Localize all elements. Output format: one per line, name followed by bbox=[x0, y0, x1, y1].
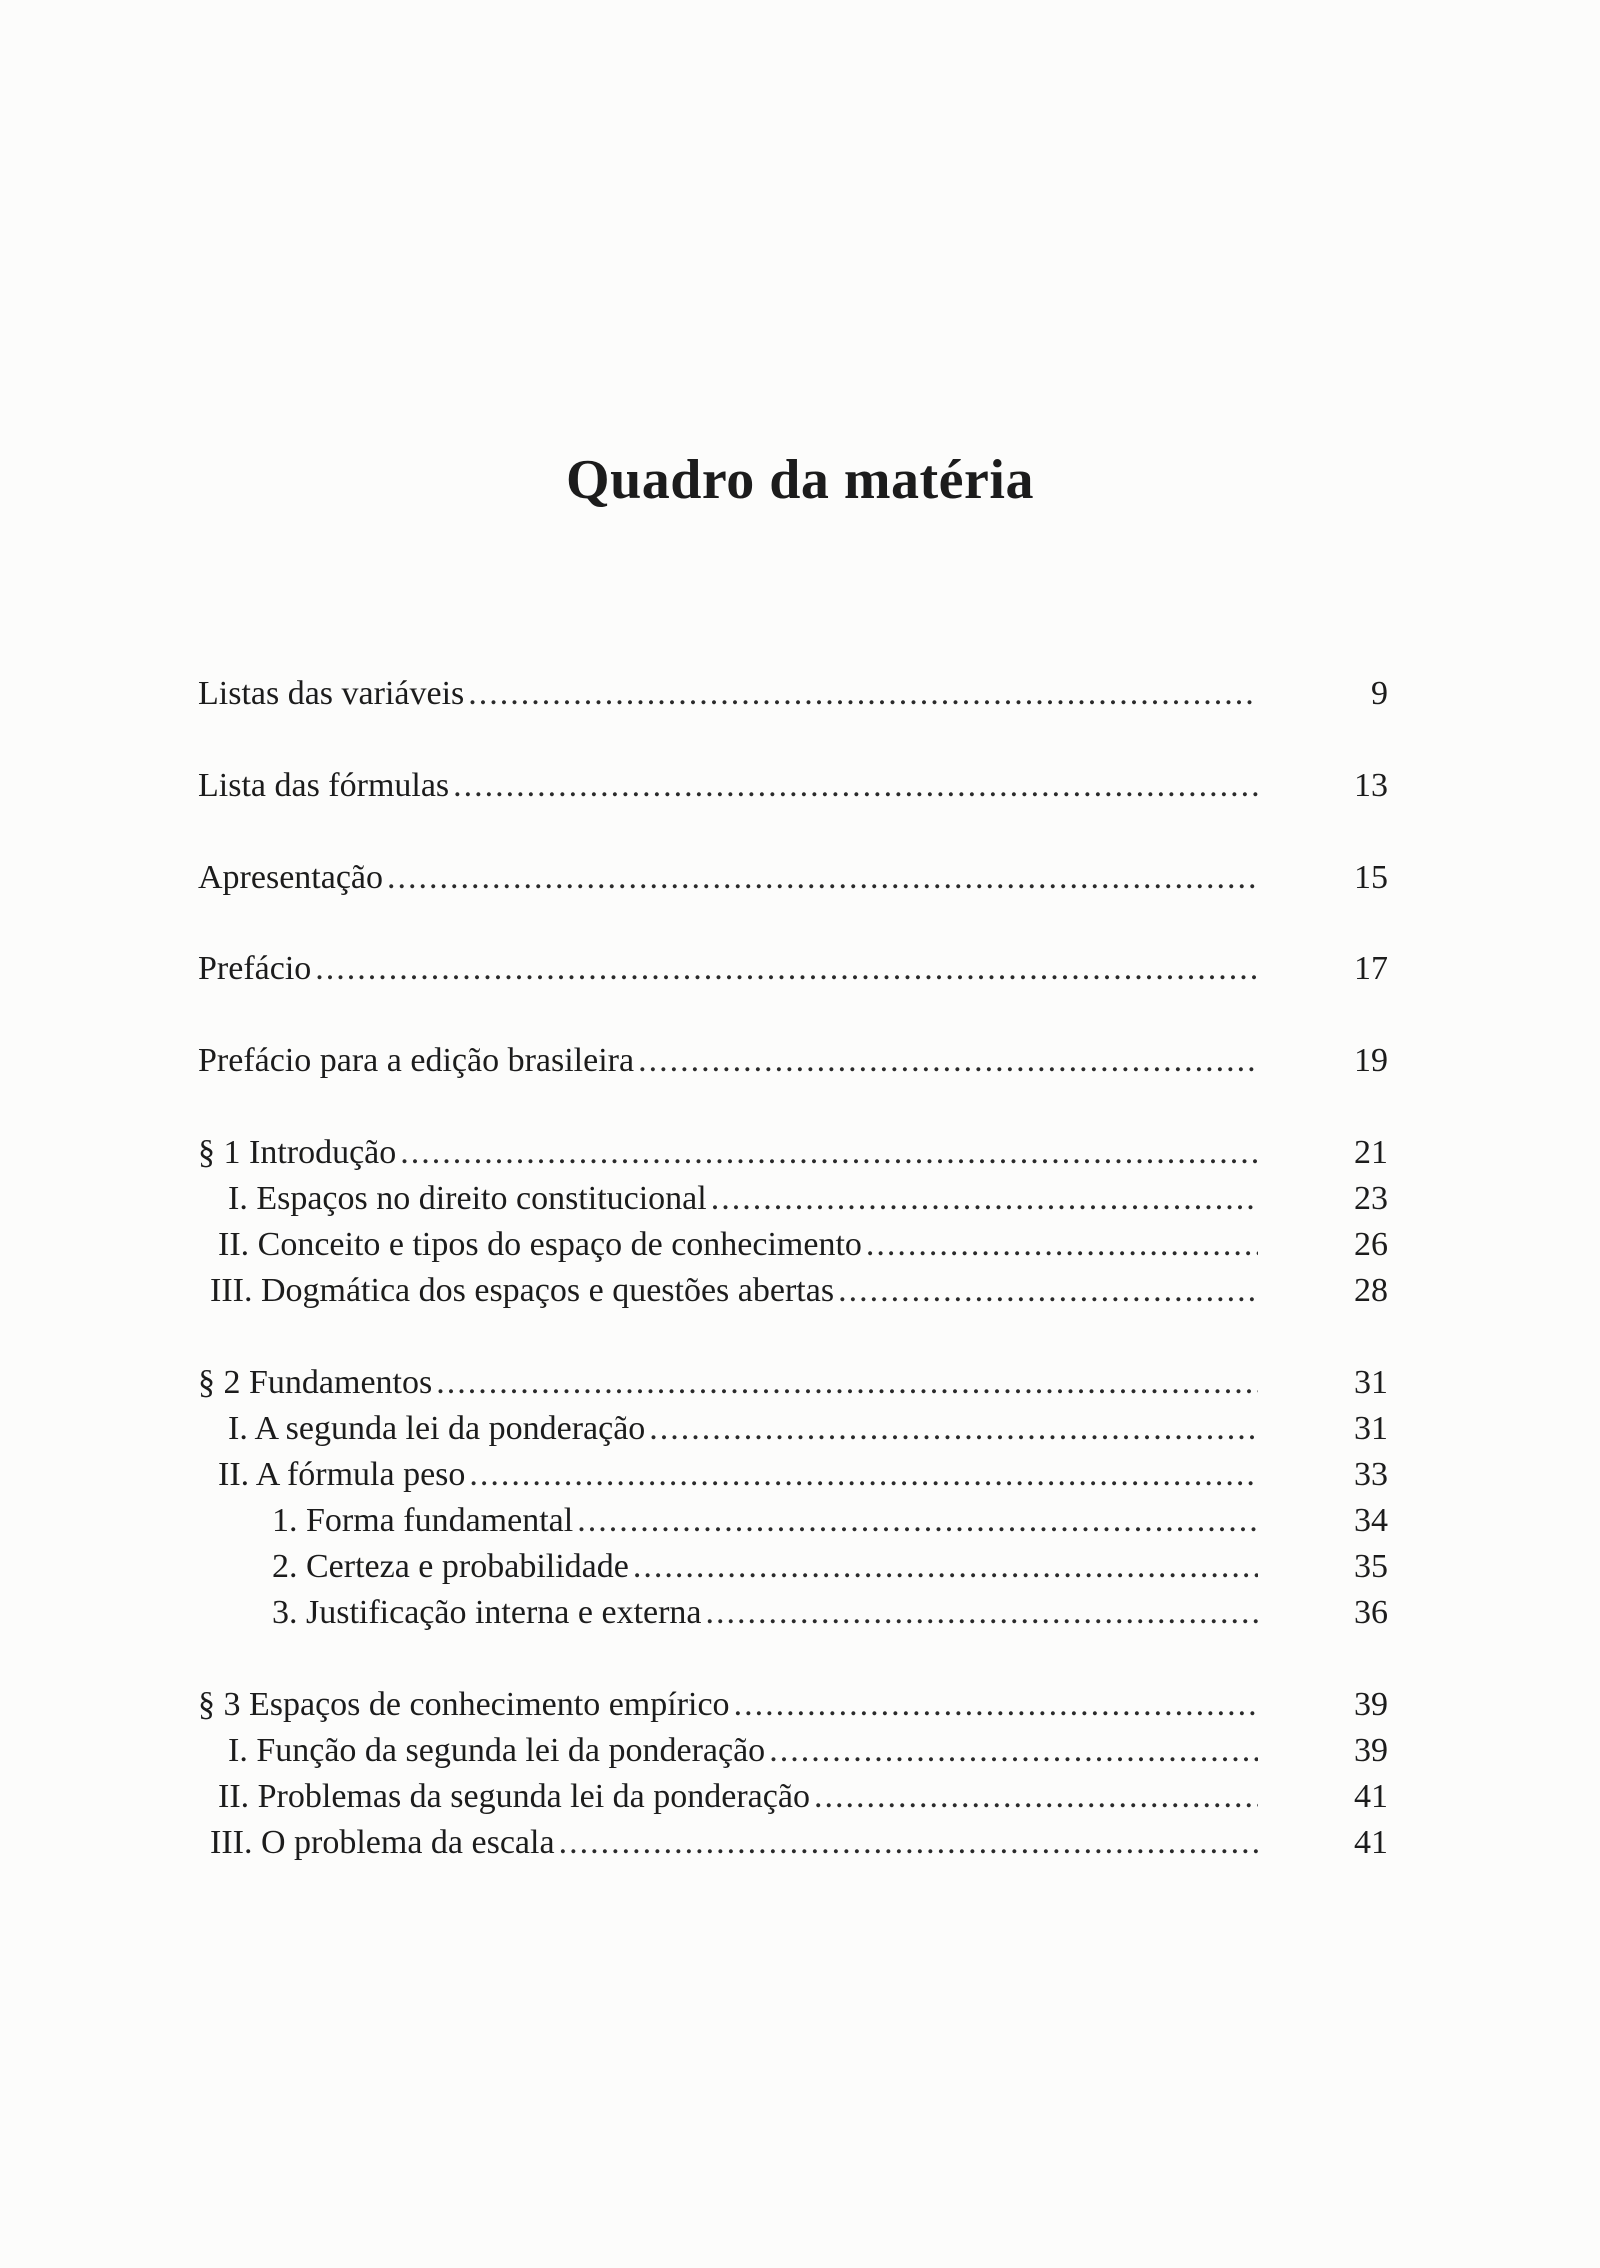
toc-entry-2-ii[interactable] bbox=[188, 1452, 1388, 1498]
toc-entry-label: II. Conceito e tipos do espaço de conhecimento bbox=[218, 1226, 862, 1263]
dot-leader bbox=[577, 1498, 1258, 1544]
dot-leader bbox=[453, 763, 1258, 809]
toc-entry-2-ii-3[interactable] bbox=[198, 1590, 1388, 1636]
toc-entry-3-ii[interactable] bbox=[188, 1774, 1388, 1820]
toc-entry-lista-das-formulas[interactable] bbox=[198, 763, 1388, 809]
toc-entry-2-ii-1[interactable] bbox=[198, 1498, 1388, 1544]
toc-entry-label: I. A segunda lei da ponderação bbox=[228, 1410, 646, 1447]
dot-leader bbox=[468, 671, 1258, 717]
toc-entry-page: 36 bbox=[1354, 1594, 1388, 1631]
toc-entry-page: 23 bbox=[1354, 1180, 1388, 1217]
dot-leader bbox=[838, 1268, 1258, 1314]
toc-entry-label: I. Função da segunda lei da ponderação bbox=[228, 1732, 766, 1769]
toc-entry-section-3[interactable] bbox=[198, 1682, 1388, 1728]
dot-leader bbox=[866, 1222, 1258, 1268]
dot-leader bbox=[734, 1682, 1258, 1728]
toc-entry-prefacio-edicao-brasileira[interactable] bbox=[198, 1038, 1388, 1084]
dot-leader bbox=[315, 946, 1258, 992]
page-title: Quadro da matéria bbox=[566, 449, 1034, 511]
toc-entry-label: § 1 Introdução bbox=[198, 1134, 397, 1171]
toc-entry-page: 26 bbox=[1354, 1226, 1388, 1263]
toc-entry-page: 9 bbox=[1371, 675, 1388, 712]
toc-entry-page: 35 bbox=[1354, 1548, 1388, 1585]
toc-entry-label: III. O problema da escala bbox=[210, 1824, 555, 1861]
toc-entry-label: I. Espaços no direito constitucional bbox=[228, 1180, 707, 1217]
dot-leader bbox=[649, 1406, 1258, 1452]
toc-entry-apresentacao[interactable] bbox=[198, 855, 1388, 901]
toc-entry-1-i[interactable] bbox=[198, 1176, 1388, 1222]
toc-entry-label: II. A fórmula peso bbox=[218, 1456, 466, 1493]
toc-entry-label: 3. Justificação interna e externa bbox=[272, 1594, 702, 1631]
dot-leader bbox=[387, 855, 1258, 901]
toc-entry-3-i[interactable] bbox=[198, 1728, 1388, 1774]
toc-entry-page: 17 bbox=[1354, 950, 1388, 987]
toc-entry-label: § 3 Espaços de conhecimento empírico bbox=[198, 1686, 730, 1723]
dot-leader bbox=[814, 1774, 1258, 1820]
dot-leader bbox=[400, 1130, 1258, 1176]
toc-entry-label: Listas das variáveis bbox=[198, 675, 465, 712]
toc-entry-page: 31 bbox=[1354, 1410, 1388, 1447]
toc-entry-page: 41 bbox=[1354, 1778, 1388, 1815]
toc-entry-label: Lista das fórmulas bbox=[198, 767, 450, 804]
toc-entry-prefacio[interactable] bbox=[198, 946, 1388, 992]
dot-leader bbox=[706, 1590, 1258, 1636]
dot-leader bbox=[769, 1728, 1258, 1774]
toc-entry-page: 39 bbox=[1354, 1686, 1388, 1723]
toc-entry-page: 33 bbox=[1354, 1456, 1388, 1493]
toc-entry-section-2[interactable] bbox=[198, 1360, 1388, 1406]
toc-entry-label: Prefácio para a edição brasileira bbox=[198, 1042, 635, 1079]
dot-leader bbox=[711, 1176, 1258, 1222]
toc-entry-label: III. Dogmática dos espaços e questões abertas bbox=[210, 1272, 835, 1309]
toc-entry-1-ii[interactable] bbox=[188, 1222, 1388, 1268]
dot-leader bbox=[469, 1452, 1258, 1498]
toc-entry-page: 41 bbox=[1354, 1824, 1388, 1861]
toc-entry-page: 19 bbox=[1354, 1042, 1388, 1079]
toc-entry-page: 21 bbox=[1354, 1134, 1388, 1171]
dot-leader bbox=[638, 1038, 1258, 1084]
toc-entry-3-iii[interactable] bbox=[198, 1820, 1388, 1866]
toc-entry-listas-das-variaveis[interactable] bbox=[198, 671, 1388, 717]
toc-entry-section-1[interactable] bbox=[198, 1130, 1388, 1176]
toc-entry-page: 39 bbox=[1354, 1732, 1388, 1769]
toc-entry-2-i[interactable] bbox=[198, 1406, 1388, 1452]
toc-entry-label: 2. Certeza e probabilidade bbox=[272, 1548, 629, 1585]
toc-entry-label: Prefácio bbox=[198, 950, 312, 987]
toc-entry-label: II. Problemas da segunda lei da ponderação bbox=[218, 1778, 810, 1815]
toc-entry-2-ii-2[interactable] bbox=[198, 1544, 1388, 1590]
dot-leader bbox=[436, 1360, 1258, 1406]
toc-entry-page: 34 bbox=[1354, 1502, 1388, 1539]
toc-entry-page: 15 bbox=[1354, 859, 1388, 896]
toc-entry-page: 28 bbox=[1354, 1272, 1388, 1309]
dot-leader bbox=[559, 1820, 1258, 1866]
dot-leader bbox=[633, 1544, 1258, 1590]
toc-entry-label: Apresentação bbox=[198, 859, 384, 896]
toc-entry-1-iii[interactable] bbox=[198, 1268, 1388, 1314]
toc-entry-page: 13 bbox=[1354, 767, 1388, 804]
toc-entry-label: 1. Forma fundamental bbox=[272, 1502, 574, 1539]
toc-entry-label: § 2 Fundamentos bbox=[198, 1364, 433, 1401]
toc-entry-page: 31 bbox=[1354, 1364, 1388, 1401]
